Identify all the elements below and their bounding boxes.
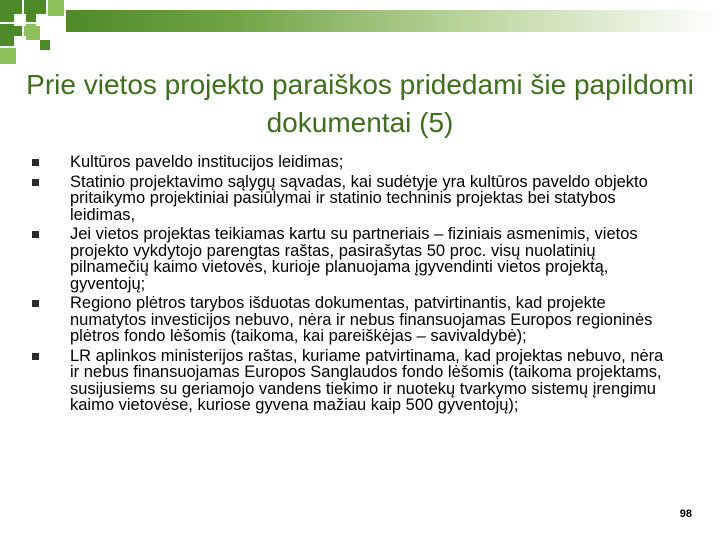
bullet-list bbox=[32, 154, 672, 417]
bullet-item bbox=[32, 348, 672, 414]
corner-square-decoration bbox=[24, 24, 40, 40]
bullet-text: Jei vietos projektas teikiamas kartu su partneriais – fiziniais asmenimis, vietos projekto vykdytojo parengtas raštas, pasirašytas 50 proc. visų nuolatinių pilnamečių kaimo vietovės, kurioje planuojama įgyvendinti vietos projektą, gyventojų; bbox=[70, 225, 638, 293]
page-number: 98 bbox=[679, 508, 692, 520]
square-bullet-icon bbox=[32, 179, 39, 186]
bullet-item bbox=[32, 154, 672, 171]
corner-square-decoration bbox=[14, 14, 26, 26]
corner-square-decoration bbox=[48, 0, 64, 16]
bullet-text: LR aplinkos ministerijos raštas, kuriame patvirtinama, kad projektas nebuvo, nėra ir nebus finansuojamas Europos Sanglaudos fondo lėšomis (taikoma projektams, susijusiems su geriamojo vandens tiekimo ir nuotekų tvarkymo sistemų įrengimu kaimo vietovėse, kuriose gyvena mažiau kaip 500 gyventojų); bbox=[70, 346, 664, 414]
bullet-text: Regiono plėtros tarybos išduotas dokumentas, patvirtinantis, kad projekte numatytos investicijos nebuvo, nėra ir nebus finansuojamas Europos regioninės plėtros fondo lėšomis (taikoma, kai pareiškėjas – savivaldybė); bbox=[70, 294, 653, 345]
slide-title: Prie vietos projekto paraiškos pridedami šie papildomi dokumentai (5) bbox=[26, 69, 694, 138]
corner-square-decoration bbox=[40, 40, 50, 50]
square-bullet-icon bbox=[32, 159, 39, 166]
corner-square-decoration bbox=[0, 48, 16, 64]
corner-square-decoration bbox=[14, 36, 26, 48]
bullet-text: Statinio projektavimo sąlygų sąvadas, kai sudėtyje yra kultūros paveldo objekto pritaikymo projektiniai pasiūlymai ir statinio techninis projektas bei statybos leidimas, bbox=[70, 172, 648, 224]
square-bullet-icon bbox=[32, 231, 39, 238]
bullet-text: Kultūros paveldo institucijos leidimas; bbox=[70, 153, 344, 171]
bullet-item bbox=[32, 174, 672, 224]
header-gradient-bar bbox=[66, 10, 720, 32]
square-bullet-icon bbox=[32, 300, 39, 307]
bullet-item bbox=[32, 226, 672, 292]
square-bullet-icon bbox=[32, 353, 39, 360]
corner-square-decoration bbox=[36, 14, 48, 26]
bullet-item bbox=[32, 295, 672, 345]
